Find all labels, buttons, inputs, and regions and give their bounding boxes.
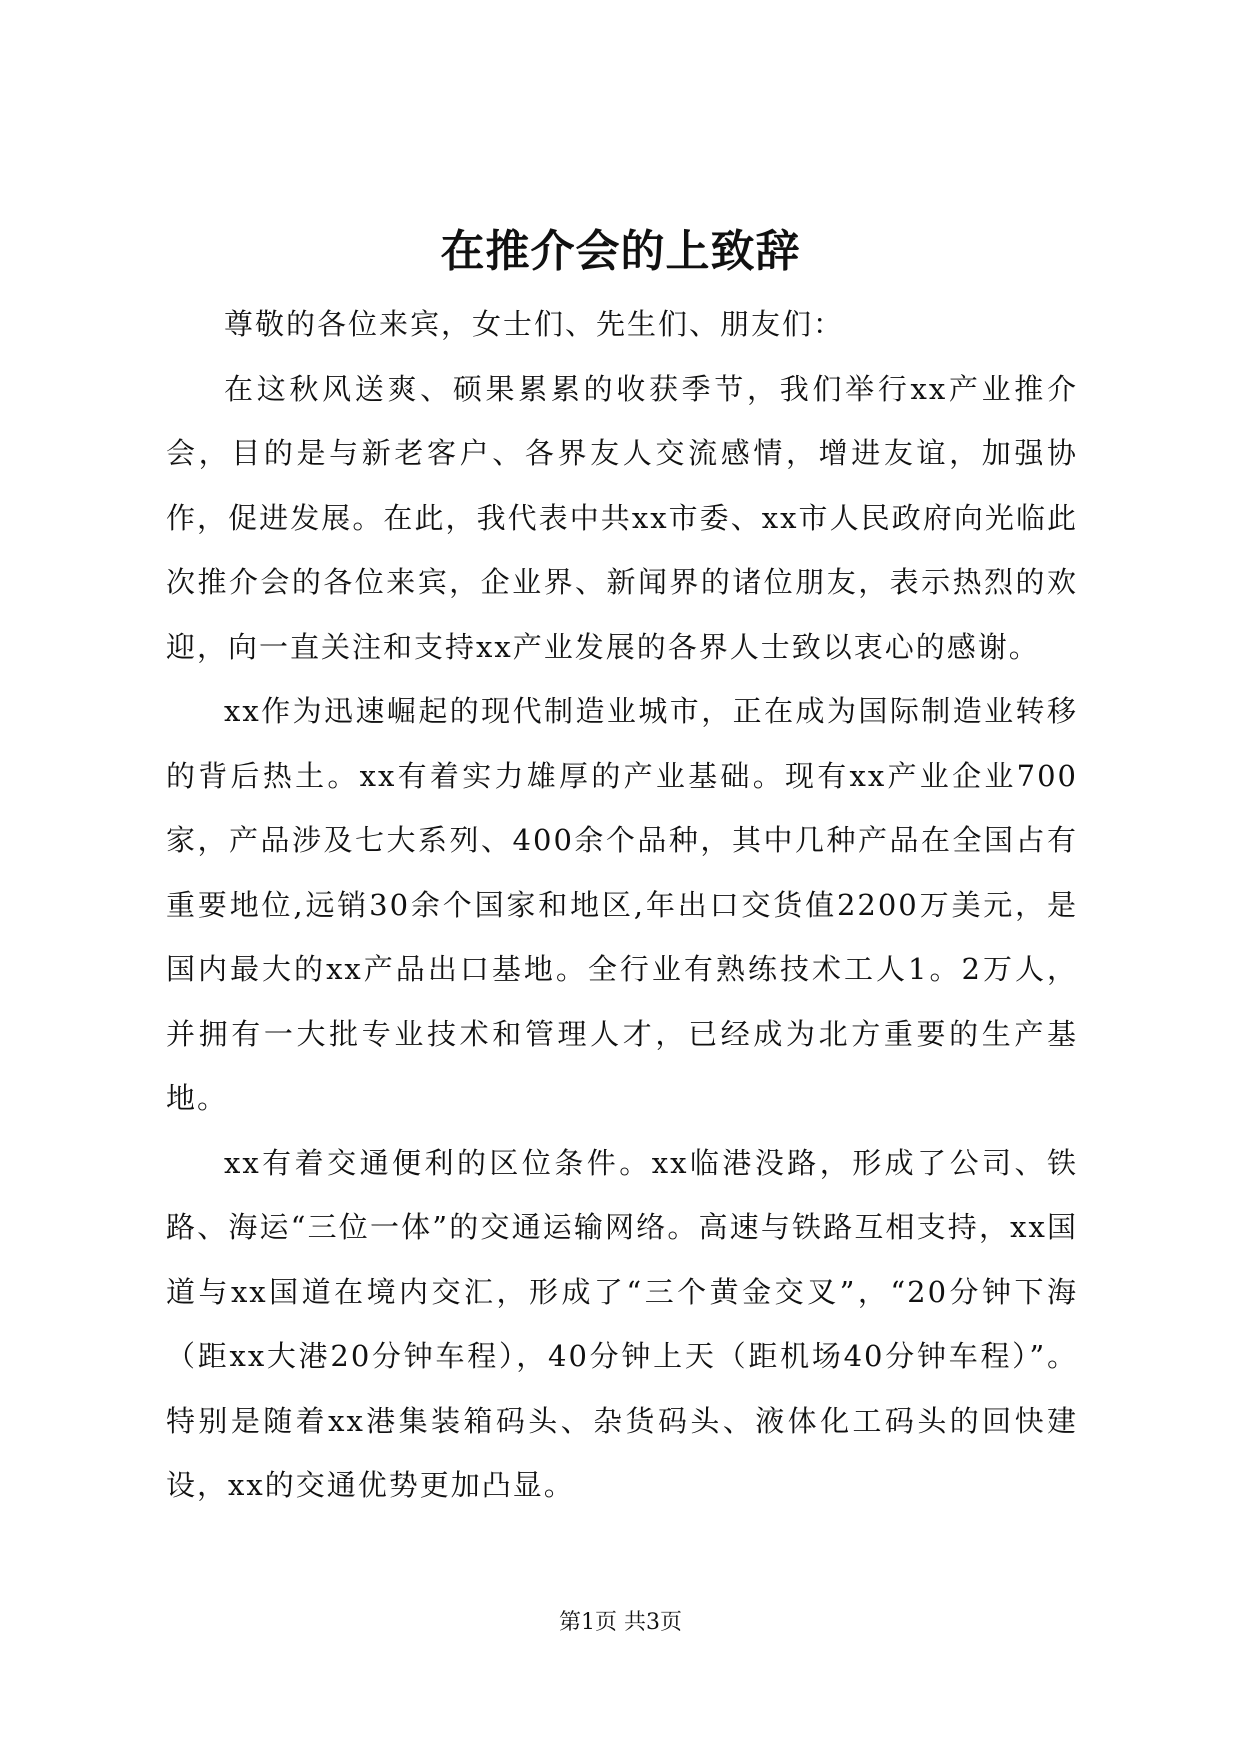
paragraph-transport: xx有着交通便利的区位条件。xx临港没路，形成了公司、铁路、海运“三位一体”的交通运输网络。高速与铁路互相支持，xx国道与xx国道在境内交汇，形成了“三个黄金交叉”，“20分钟下海（距xx大港20分钟车程），40分钟上天（距机场40分钟车程）”。特别是随着xx港集装箱码头、杂货码头、液体化工码头的回快建设，xx的交通优势更加凸显。 xyxy=(166,1145,1078,1502)
paragraph-welcome: 在这秋风送爽、硕果累累的收获季节，我们举行xx产业推介会，目的是与新老客户、各界友人交流感情，增进友谊，加强协作，促进发展。在此，我代表中共xx市委、xx市人民政府向光临此次推介会的各位来宾，企业界、新闻界的诸位朋友，表示热烈的欢迎，向一直关注和支持xx产业发展的各界人士致以衷心的感谢。 xyxy=(166,371,1078,664)
page-footer: 第1页 共3页 xyxy=(559,1610,682,1635)
document-title: 在推介会的上致辞 xyxy=(440,226,801,277)
paragraph-greeting: 尊敬的各位来宾，女士们、先生们、朋友们： xyxy=(224,307,845,341)
document-body xyxy=(166,292,1078,1518)
paragraph-industry-base: xx作为迅速崛起的现代制造业城市，正在成为国际制造业转移的背后热土。xx有着实力雄厚的产业基础。现有xx产业企业700家，产品涉及七大系列、400余个品种，其中几种产品在全国占有重要地位,远销30余个国家和地区,年出口交货值2200万美元，是国内最大的xx产品出口基地。全行业有熟练技术工人1。2万人，并拥有一大批专业技术和管理人才，已经成为北方重要的生产基地。 xyxy=(166,694,1078,1115)
